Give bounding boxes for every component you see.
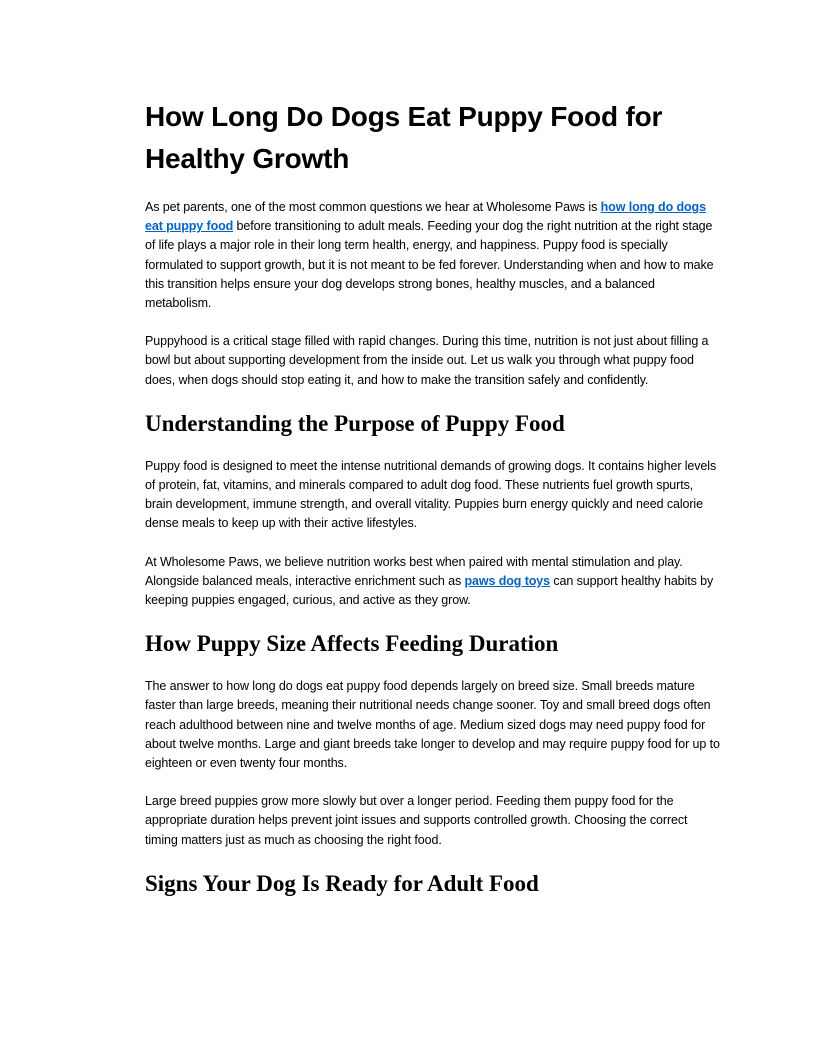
paws-dog-toys-link[interactable]: paws dog toys — [464, 573, 551, 588]
section-heading-signs: Signs Your Dog Is Ready for Adult Food — [145, 870, 539, 896]
page-title: How Long Do Dogs Eat Puppy Food for Healthy Growth — [145, 101, 663, 174]
intro-text-before-link: As pet parents, one of the most common questions we hear at Wholesome Paws is — [145, 200, 601, 214]
section-heading-purpose: Understanding the Purpose of Puppy Food — [145, 410, 565, 436]
purpose-text-before-link: At Wholesome Paws, we believe nutrition works best when paired with mental stimulation and play. Alongside balanced meals, interactive enrichment such as — [145, 554, 683, 588]
intro-text-after-link: before transitioning to adult meals. Feeding your dog the right nutrition at the right stage of life plays a major role in their long term health, energy, and happiness. Puppy food is specially formulated to support growth, but it is not meant to be fed forever. Understanding when and how to make this transition helps ensure your dog develops strong bones, healthy muscles, and a balanced metabolism. — [145, 219, 714, 311]
document-page — [145, 96, 723, 917]
section-heading-size: How Puppy Size Affects Feeding Duration — [145, 631, 559, 657]
purpose-paragraph-1: Puppy food is designed to meet the intense nutritional demands of growing dogs. It contains higher levels of protein, fat, vitamins, and minerals compared to adult dog food. These nutrients fuel growth spurts, brain development, immune strength, and overall vitality. Puppies burn energy quickly and need calorie dense meals to keep up with their active lifestyles. — [145, 458, 717, 531]
intro-paragraph-2: Puppyhood is a critical stage filled with rapid changes. During this time, nutrition is not just about filling a bowl but about supporting development from the inside out. Let us walk you through what puppy food does, when dogs should stop eating it, and how to make the transition safely and confidently. — [145, 334, 709, 387]
purpose-paragraph-2 — [145, 553, 723, 611]
size-paragraph-2: Large breed puppies grow more slowly but over a longer period. Feeding them puppy food for the appropriate duration helps prevent joint issues and supports controlled growth. Choosing the correct timing matters just as much as choosing the right food. — [145, 794, 688, 847]
intro-paragraph-1 — [145, 198, 723, 313]
size-paragraph-1: The answer to how long do dogs eat puppy food depends largely on breed size. Small breeds mature faster than large breeds, meaning their nutritional needs change sooner. Toy and small breed dogs often reach adulthood between nine and twelve months of age. Medium sized dogs may need puppy food for about twelve months. Large and giant breeds take longer to develop and may require puppy food for up to eighteen or even twenty four months. — [145, 679, 720, 771]
how-long-puppy-food-link[interactable]: how long do dogs eat puppy food — [145, 200, 706, 234]
purpose-text-after-link: can support healthy habits by keeping puppies engaged, curious, and active as they grow. — [145, 573, 714, 608]
